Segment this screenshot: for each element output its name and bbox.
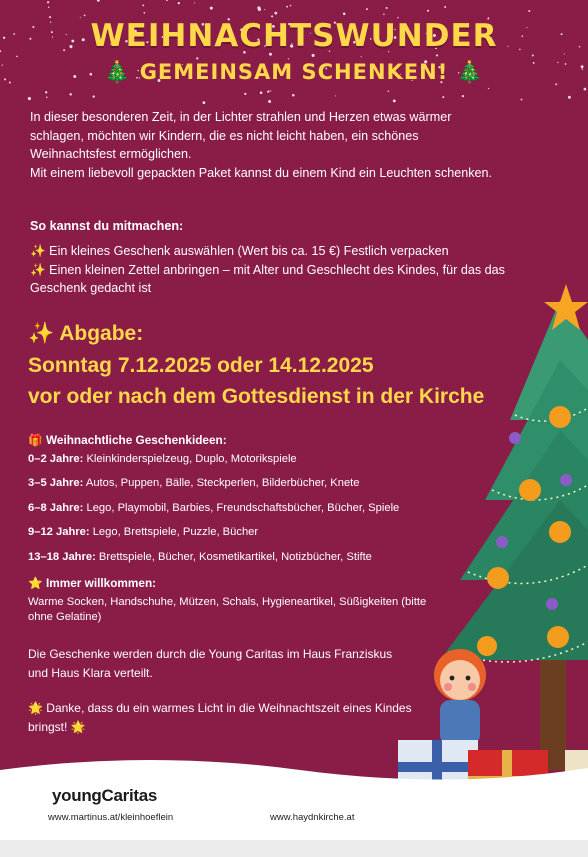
tree-icon-left: 🎄 <box>104 60 132 84</box>
always-welcome-heading: ⭐ Immer willkommen: <box>28 576 157 590</box>
always-welcome-text: Warme Socken, Handschuhe, Mützen, Schals, Hygieneartikel, Süßigkeiten (bitte ohne Gelatine) <box>28 596 427 623</box>
age-label: 6–8 Jahre: <box>28 502 84 514</box>
gift-ideas: Lego, Brettspiele, Puzzle, Bücher <box>92 526 259 538</box>
intro-paragraph-2: Mit einem liebevoll gepackten Paket kannst du einem Kind ein Leuchten schenken. <box>30 165 493 180</box>
bottom-strip <box>0 840 588 857</box>
gift-ideas: Kleinkinderspielzeug, Duplo, Motorikspiele <box>86 453 297 465</box>
how-to-item: ✨ Ein kleines Geschenk auswählen (Wert bis ca. 15 €) Festlich verpacken <box>30 244 449 258</box>
intro-text <box>30 108 500 182</box>
age-label: 3–5 Jahre: <box>28 477 84 489</box>
poster-title: WEIHNACHTSWUNDER <box>90 18 498 54</box>
young-caritas-logo: youngCaritas <box>52 786 158 805</box>
age-label: 13–18 Jahre: <box>28 551 96 563</box>
subtitle-text: GEMEINSAM SCHENKEN! <box>139 60 449 84</box>
tree-icon-right: 🎄 <box>456 60 484 84</box>
snowfall-decoration <box>0 0 588 110</box>
gift-idea-row <box>28 452 297 467</box>
gift-ideas-heading: 🎁 Weihnachtliche Geschenkideen: <box>28 433 227 447</box>
how-to-heading: So kannst du mitmachen: <box>30 219 184 233</box>
gift-idea-row <box>28 476 360 491</box>
website-link-haydnkirche[interactable]: www.haydnkirche.at <box>270 812 355 823</box>
gift-idea-row <box>28 550 372 565</box>
dropoff-heading: ✨ Abgabe: <box>28 322 144 345</box>
poster-subtitle <box>0 60 588 85</box>
gift-ideas: Autos, Puppen, Bälle, Steckperlen, Bilderbücher, Knete <box>85 477 360 489</box>
gift-idea-row <box>28 525 258 540</box>
distribution-text: Die Geschenke werden durch die Young Caritas im Haus Franziskus und Haus Klara verteilt. <box>28 647 393 680</box>
gift-idea-row <box>28 501 399 516</box>
gift-ideas: Brettspiele, Bücher, Kosmetikartikel, Notizbücher, Stifte <box>98 551 372 563</box>
dropoff-dates: Sonntag 7.12.2025 oder 14.12.2025 <box>28 354 374 377</box>
how-to-item: ✨ Einen kleinen Zettel anbringen – mit Alter und Geschlecht des Kindes, für das das Geschenk gedacht ist <box>30 262 505 295</box>
gift-ideas: Lego, Playmobil, Barbies, Freundschaftsbücher, Bücher, Spiele <box>86 502 400 514</box>
intro-paragraph: In dieser besonderen Zeit, in der Lichter strahlen und Herzen etwas wärmer schlagen, möchten wir Kindern, die es nicht leicht haben, ein schönes Weihnachtsfest ermöglichen. <box>30 110 452 161</box>
dropoff-place: vor oder nach dem Gottesdienst in der Kirche <box>28 385 485 408</box>
age-label: 0–2 Jahre: <box>28 453 84 465</box>
age-label: 9–12 Jahre: <box>28 526 90 538</box>
website-link-martinus[interactable]: www.martinus.at/kleinhoeflein <box>48 812 174 823</box>
thanks-text: 🌟 Danke, dass du ein warmes Licht in die Weihnachtszeit eines Kindes bringst! 🌟 <box>28 701 412 734</box>
